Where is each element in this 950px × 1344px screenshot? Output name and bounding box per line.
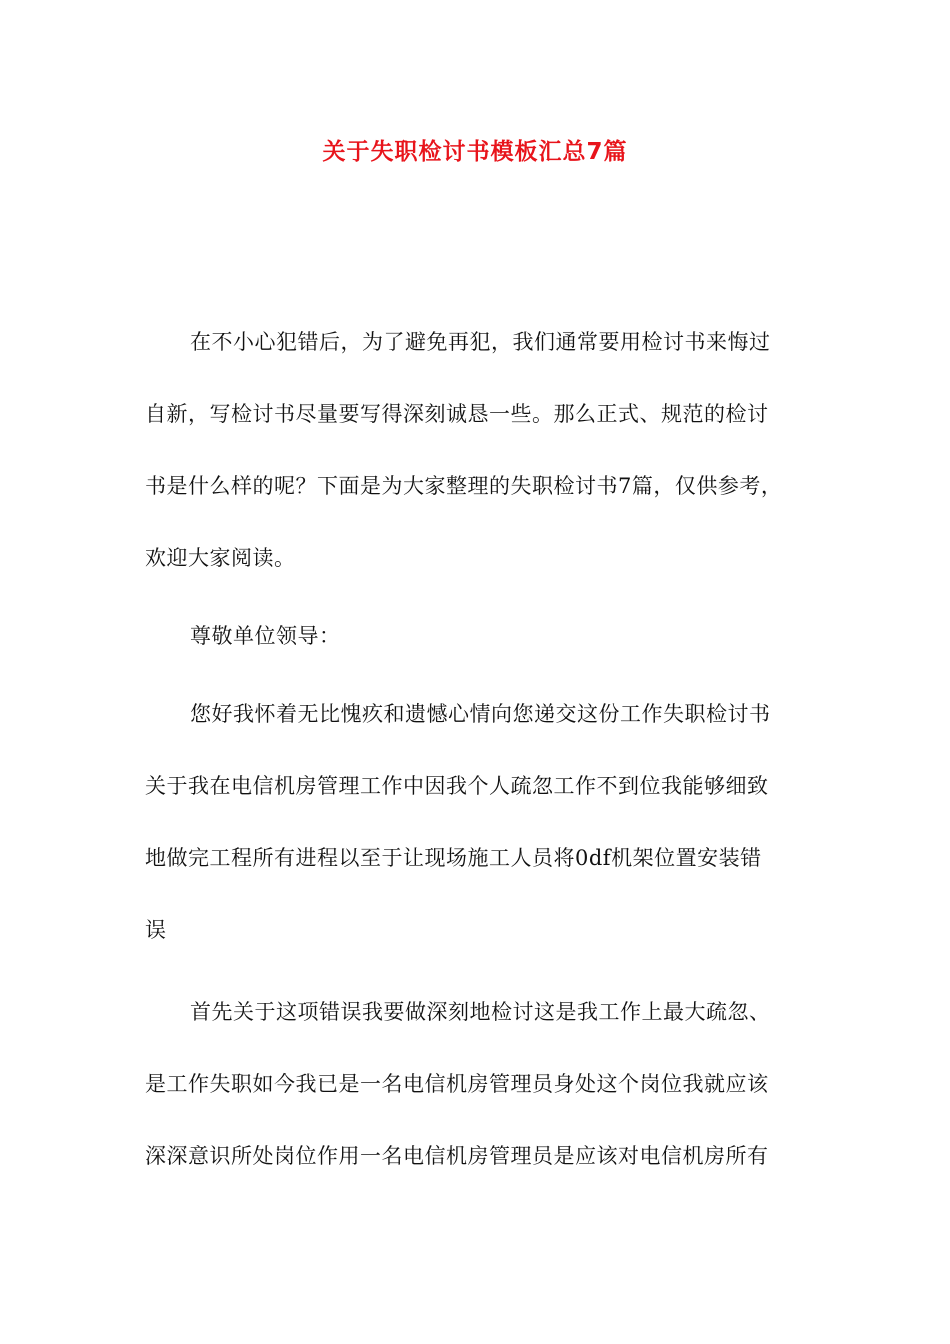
salutation-line: 尊敬单位领导： bbox=[190, 624, 341, 648]
paragraph-line-9: 误 bbox=[145, 918, 167, 942]
paragraph-line-4: 欢迎大家阅读。 bbox=[145, 546, 296, 570]
paragraph-line-10: 首先关于这项错误我要做深刻地检讨这是我工作上最大疏忽、 bbox=[190, 1000, 771, 1024]
paragraph-line-12: 深深意识所处岗位作用一名电信机房管理员是应该对电信机房所有 bbox=[145, 1144, 769, 1168]
paragraph-line-8: 地做完工程所有进程以至于让现场施工人员将0df机架位置安装错 bbox=[145, 846, 762, 870]
paragraph-line-2: 自新，写检讨书尽量要写得深刻诚恳一些。那么正式、规范的检讨 bbox=[145, 402, 769, 426]
paragraph-line-7: 关于我在电信机房管理工作中因我个人疏忽工作不到位我能够细致 bbox=[145, 774, 769, 798]
paragraph-line-11: 是工作失职如今我已是一名电信机房管理员身处这个岗位我就应该 bbox=[145, 1072, 769, 1096]
paragraph-line-1: 在不小心犯错后，为了避免再犯，我们通常要用检讨书来悔过 bbox=[190, 330, 771, 354]
document-title: 关于失职检讨书模板汇总7篇 bbox=[322, 139, 628, 165]
paragraph-line-6: 您好我怀着无比愧疚和遗憾心情向您递交这份工作失职检讨书 bbox=[190, 702, 771, 726]
paragraph-line-3: 书是什么样的呢？下面是为大家整理的失职检讨书7篇，仅供参考， bbox=[145, 474, 783, 498]
